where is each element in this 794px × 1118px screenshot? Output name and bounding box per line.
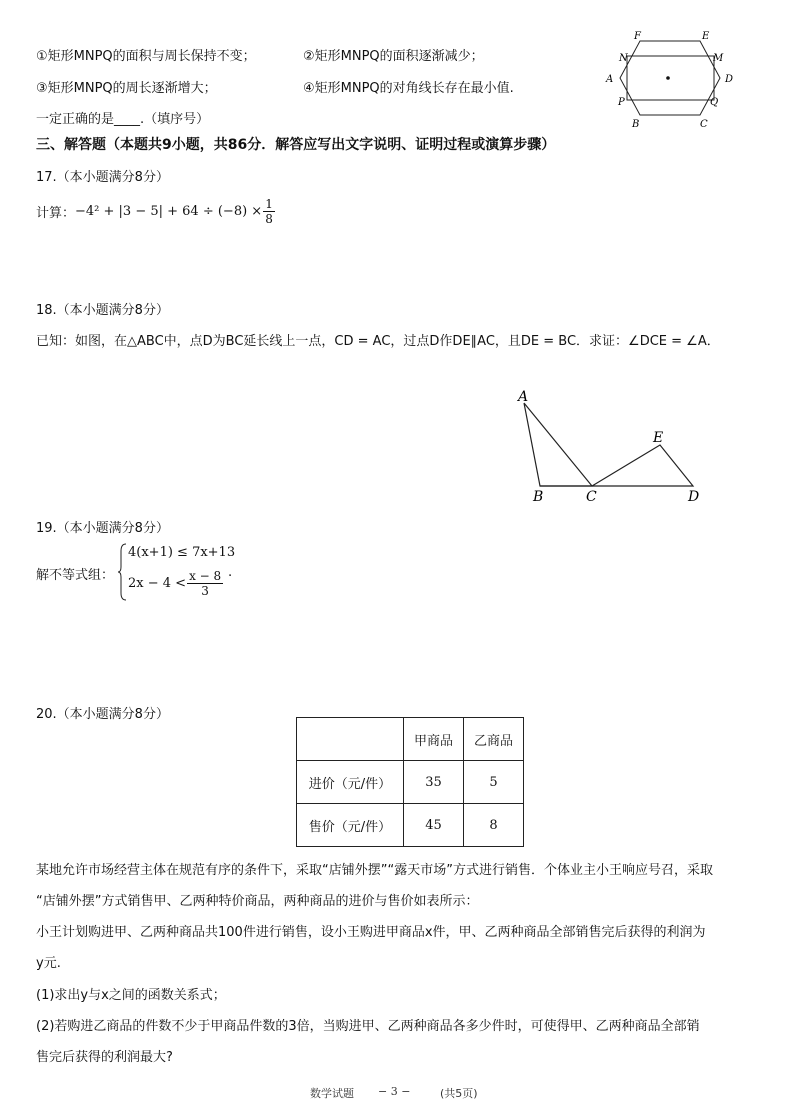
table-cell: 45 xyxy=(404,804,464,847)
price-table xyxy=(296,717,524,847)
q20-paragraph-2b: y元. xyxy=(36,956,61,971)
table-header-row xyxy=(297,718,524,761)
q16-option-1: ①矩形MNPQ的面积与周长保持不变； xyxy=(36,49,256,64)
hex-label-c: C xyxy=(700,119,708,130)
q20-part-2: (2)若购进乙商品的件数不少于甲商品件数的3倍，当购进甲、乙两种商品各多少件时，可使得甲、乙两种商品全部销 xyxy=(36,1019,700,1034)
q20-title: 20.（本小题满分8分） xyxy=(36,707,169,722)
q17-title: 17.（本小题满分8分） xyxy=(36,170,169,185)
table-cell: 5 xyxy=(464,761,524,804)
tri-label-a: A xyxy=(518,389,529,405)
q20-paragraph-1: 某地允许市场经营主体在规范有序的条件下，采取“店铺外摆”“露天市场”方式进行销售．个体业主小王响应号召，采取 xyxy=(36,863,713,878)
footer-subject: 数学试题 xyxy=(310,1087,354,1100)
hex-label-m: M xyxy=(713,53,724,64)
table-header-cell xyxy=(297,718,404,761)
q19-suffix: . xyxy=(228,565,233,580)
q17-expression xyxy=(36,194,276,228)
footer-total-pages: (共5页) xyxy=(440,1087,478,1100)
triangle-figure xyxy=(510,385,710,505)
q20-part-1: (1)求出y与x之间的函数关系式； xyxy=(36,988,226,1003)
tri-label-c: C xyxy=(586,489,597,505)
hex-label-a: A xyxy=(606,74,614,85)
q20-part-2b: 售完后获得的利润最大? xyxy=(36,1050,173,1065)
q20-paragraph-1b: “店铺外摆”方式销售甲、乙两种特价商品，两种商品的进价与售价如表所示： xyxy=(36,894,479,909)
hexagon-rectangle-figure xyxy=(600,30,740,130)
hex-label-d: D xyxy=(725,74,734,85)
footer-page-number: − 3 − xyxy=(378,1085,411,1098)
table-cell: 8 xyxy=(464,804,524,847)
q19-frac-den: 3 xyxy=(201,583,209,598)
q20-paragraph-2: 小王计划购进甲、乙两种商品共100件进行销售，设小王购进甲商品x件，甲、乙两种商品全部销售完后获得的利润为 xyxy=(36,925,706,940)
q19-prefix: 解不等式组： xyxy=(36,568,115,583)
q19-line-1: 4(x+1) ≤ 7x+13 xyxy=(128,545,236,560)
tri-label-e: E xyxy=(653,430,664,446)
q17-prefix: 计算： xyxy=(36,205,76,221)
system-brace xyxy=(118,543,128,601)
q18-text: 已知：如图，在△ABC中，点D为BC延长线上一点，CD = AC，过点D作DE∥AC，且DE = BC．求证：∠DCE = ∠A． xyxy=(36,334,720,349)
q19-title: 19.（本小题满分8分） xyxy=(36,521,169,536)
q17-frac-den: 8 xyxy=(265,211,273,226)
hex-label-p: P xyxy=(618,97,625,108)
table-cell: 售价（元/件） xyxy=(297,804,404,847)
q19-fraction xyxy=(187,570,223,597)
q18-title: 18.（本小题满分8分） xyxy=(36,303,169,318)
table-header-cell: 乙商品 xyxy=(464,718,524,761)
table-row xyxy=(297,804,524,847)
q17-frac-num: 1 xyxy=(265,196,273,211)
hex-label-n: N xyxy=(619,53,628,64)
hex-label-q: Q xyxy=(710,97,719,108)
hex-label-b: B xyxy=(632,119,640,130)
q16-option-2: ②矩形MNPQ的面积逐渐减少； xyxy=(303,49,484,64)
q16-option-3: ③矩形MNPQ的周长逐渐增大； xyxy=(36,81,217,96)
q16-answer-line: 一定正确的是____.（填序号） xyxy=(36,112,210,127)
table-header-cell: 甲商品 xyxy=(404,718,464,761)
table-cell: 35 xyxy=(404,761,464,804)
q17-expr: −4² + |3 − 5| + 64 ÷ (−8) × xyxy=(75,203,263,219)
section-3-heading: 三、解答题（本题共9小题，共86分．解答应写出文字说明、证明过程或演算步骤） xyxy=(36,137,556,153)
hex-label-f: F xyxy=(634,31,641,42)
q17-fraction xyxy=(263,198,275,225)
tri-label-b: B xyxy=(533,489,544,505)
q19-frac-num: x − 8 xyxy=(189,568,222,583)
q19-line-2 xyxy=(128,566,224,600)
tri-label-d: D xyxy=(688,489,700,505)
table-row xyxy=(297,761,524,804)
q16-option-4: ④矩形MNPQ的对角线长存在最小值. xyxy=(303,81,514,96)
table-cell: 进价（元/件） xyxy=(297,761,404,804)
q19-line-2-left: 2x − 4 < xyxy=(128,575,187,591)
hex-label-e: E xyxy=(702,31,710,42)
